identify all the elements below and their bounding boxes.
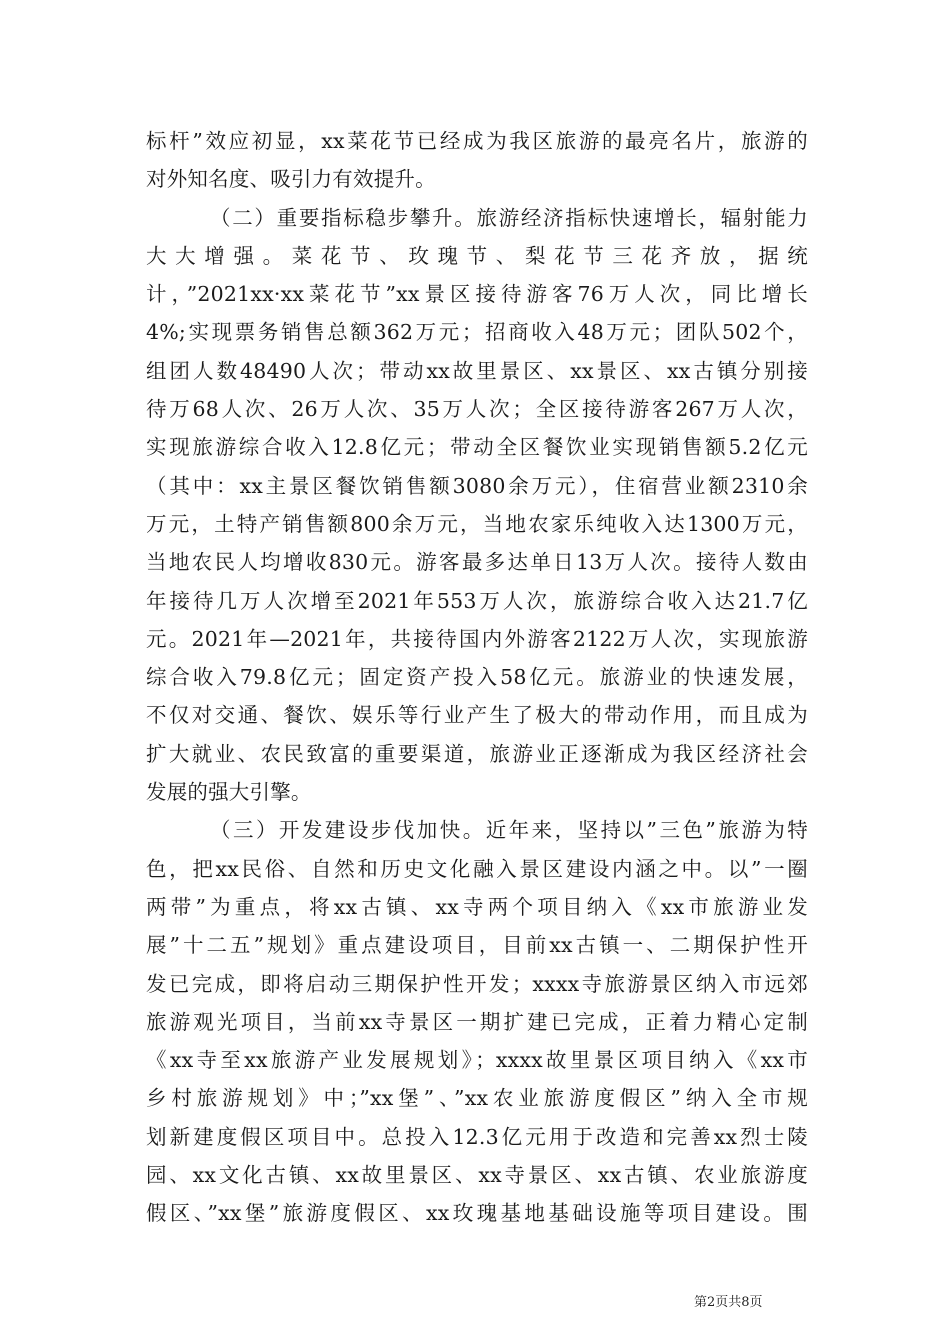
text-line: 假区、”xx堡”旅游度假区、xx玫瑰基地基础设施等项目建设。围 [146, 1201, 808, 1226]
document-body [146, 122, 808, 1233]
text-line: 色，把xx民俗、自然和历史文化融入景区建设内涵之中。以”一圈 [146, 856, 808, 881]
text-line: 旅游观光项目，当前xx寺景区一期扩建已完成，正着力精心定制 [146, 1009, 808, 1034]
text-line: 待万68人次、26万人次、35万人次；全区接待游客267万人次， [146, 397, 808, 422]
text-line: 实现旅游综合收入12.8亿元；带动全区餐饮业实现销售额5.2亿元 [146, 435, 808, 460]
text-line: 标杆”效应初显，xx菜花节已经成为我区旅游的最亮名片，旅游的 [146, 129, 808, 153]
text-line: 计，”2021xx·xx菜花节”xx景区接待游客76万人次，同比增长 [146, 282, 808, 307]
text-line: 综合收入79.8亿元；固定资产投入58亿元。旅游业的快速发展， [146, 665, 808, 690]
section-heading-line: （二）重要指标稳步攀升。旅游经济指标快速增长，辐射能力 [210, 205, 808, 230]
text-line: 对外知名度、吸引力有效提升。 [146, 167, 436, 192]
text-line: 展”十二五”规划》重点建设项目，目前xx古镇一、二期保护性开 [146, 933, 808, 958]
text-line: 万元，土特产销售额800余万元，当地农家乐纯收入达1300万元， [146, 511, 808, 536]
text-line: （其中：xx主景区餐饮销售额3080余万元），住宿营业额2310余 [146, 473, 808, 498]
text-line: 大大增强。菜花节、玫瑰节、梨花节三花齐放，据统 [146, 243, 808, 268]
text-line: 扩大就业、农民致富的重要渠道，旅游业正逐渐成为我区经济社会 [146, 741, 808, 766]
text-line: 园、xx文化古镇、xx故里景区、xx寺景区、xx古镇、农业旅游度 [146, 1163, 808, 1188]
page-number: 第2页共8页 [694, 1295, 763, 1310]
text-line: 《xx寺至xx旅游产业发展规划》；xxxx故里景区项目纳入《xx市 [146, 1048, 808, 1073]
text-line: 发已完成，即将启动三期保护性开发；xxxx寺旅游景区纳入市远郊 [146, 971, 808, 996]
text-line: 乡村旅游规划》中；”xx堡”、”xx农业旅游度假区”纳入全市规 [146, 1086, 808, 1111]
text-line: 不仅对交通、餐饮、娱乐等行业产生了极大的带动作用，而且成为 [146, 703, 808, 728]
text-line: 划新建度假区项目中。总投入12.3亿元用于改造和完善xx烈士陵 [146, 1124, 808, 1149]
text-line: 4%;实现票务销售总额362万元；招商收入48万元；团队502个， [146, 320, 808, 345]
text-line: 年接待几万人次增至2021年553万人次，旅游综合收入达21.7亿 [146, 588, 808, 613]
text-line: 当地农民人均增收830元。游客最多达单日13万人次。接待人数由 [146, 550, 808, 575]
text-line: 发展的强大引擎。 [146, 780, 312, 805]
text-line: 两带”为重点，将xx古镇、xx寺两个项目纳入《xx市旅游业发 [146, 894, 808, 919]
text-line: 组团人数48490人次；带动xx故里景区、xx景区、xx古镇分别接 [146, 358, 808, 383]
section-heading-line: （三）开发建设步伐加快。近年来，坚持以”三色”旅游为特 [210, 818, 808, 843]
text-line: 元。2021年—2021年，共接待国内外游客2122万人次，实现旅游 [146, 626, 808, 651]
